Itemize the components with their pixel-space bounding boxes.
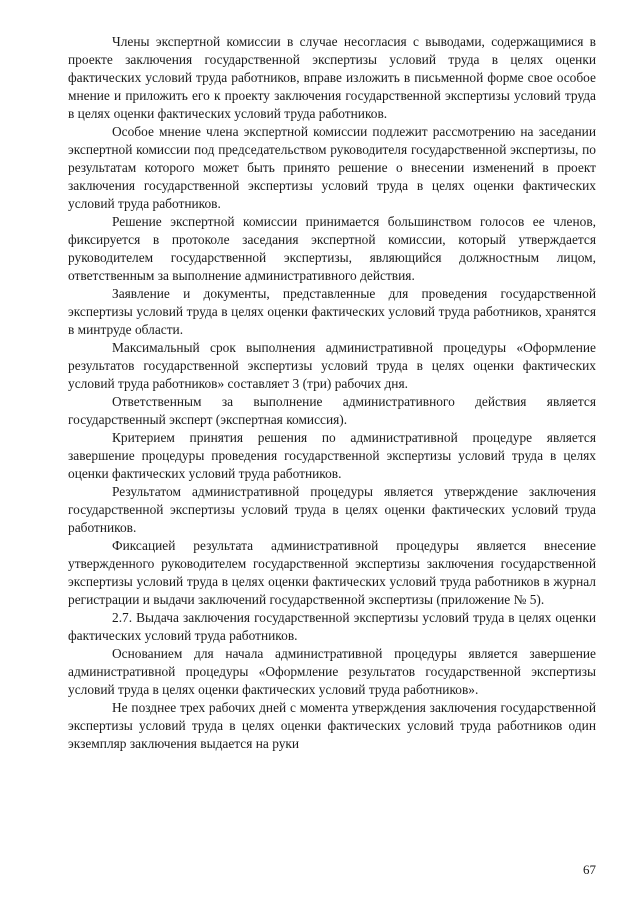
paragraph-max-duration: Максимальный срок выполнения административной процедуры «Оформление результатов государственной экспертизы условий труда в целях оценки фактических условий труда работников» составляет 3 (три) рабочих дня. bbox=[68, 340, 596, 391]
paragraph-decision-criterion: Критерием принятия решения по административной процедуре является завершение процедуры проведения государственной экспертизы условий труда в целях оценки фактических условий труда работников. bbox=[68, 430, 596, 481]
paragraph-issuance-deadline: Не позднее трех рабочих дней с момента утверждения заключения государственной экспертизы условий труда в целях оценки фактических условий труда работников один экземпляр заключения выдается на руки bbox=[68, 700, 596, 751]
paragraph-procedure-basis: Основанием для начала административной процедуры является завершение административной процедуры «Оформление результатов государственной экспертизы условий труда в целях оценки фактических условий труда работников». bbox=[68, 646, 596, 697]
paragraph-result-recording: Фиксацией результата административной процедуры является внесение утвержденного руководителем государственной экспертизы заключения государственной экспертизы условий труда в целях оценки фактических условий труда работников в журнал регистрации и выдачи заключений государственной экспертизы (приложение № 5). bbox=[68, 538, 596, 607]
paragraph-responsible-person: Ответственным за выполнение административного действия является государственный эксперт (экспертная комиссия). bbox=[68, 394, 596, 427]
page-number: 67 bbox=[583, 862, 596, 877]
paragraph-procedure-result: Результатом административной процедуры является утверждение заключения государственной экспертизы условий труда в целях оценки фактических условий труда работников. bbox=[68, 484, 596, 535]
paragraph-documents-storage: Заявление и документы, представленные для проведения государственной экспертизы условий труда в целях оценки фактических условий труда работников, хранятся в минтруде области. bbox=[68, 286, 596, 337]
paragraph-dissent-review: Особое мнение члена экспертной комиссии подлежит рассмотрению на заседании экспертной комиссии под председательством руководителя государственной экспертизы, по результатам которого может быть принято решение о внесении изменений в проект заключения государственной экспертизы условий труда в целях оценки фактических условий труда работников. bbox=[68, 124, 596, 211]
paragraph-dissent-right: Члены экспертной комиссии в случае несогласия с выводами, содержащимися в проекте заключения государственной экспертизы условий труда в целях оценки фактических условий труда работников, вправе изложить в письменной форме свое особое мнение и приложить его к проекту заключения государственной экспертизы условий труда в целях оценки фактических условий труда работников. bbox=[68, 34, 596, 121]
paragraph-commission-decision: Решение экспертной комиссии принимается большинством голосов ее членов, фиксируется в протоколе заседания экспертной комиссии, который утверждается руководителем государственной экспертизы, являющийся должностным лицом, ответственным за выполнение административного действия. bbox=[68, 214, 596, 283]
section-heading-2-7: 2.7. Выдача заключения государственной экспертизы условий труда в целях оценки фактических условий труда работников. bbox=[68, 610, 596, 643]
document-body bbox=[68, 33, 596, 753]
